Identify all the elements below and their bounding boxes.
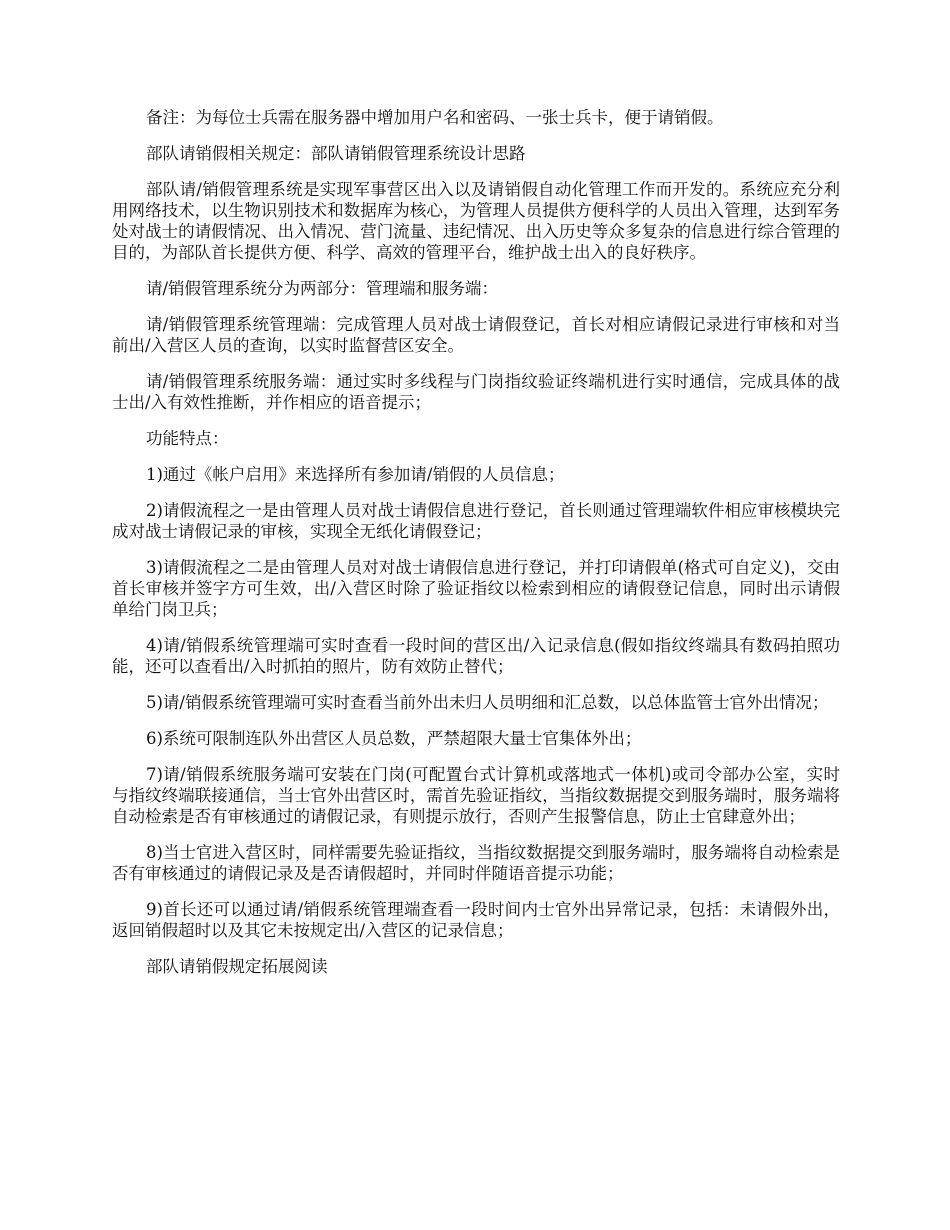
intro-paragraph: 部队请/销假管理系统是实现军事营区出入以及请销假自动化管理工作而开发的。系统应充分利用网络技术，以生物识别技术和数据库为核心，为管理人员提供方便科学的人员出入管理，达到军务处对战士的请假情况、出入情况、营门流量、违纪情况、出入历史等众多复杂的信息进行综合管理的目的，为部队首长提供方便、科学、高效的管理平台，维护战士出入的良好秩序。 bbox=[112, 180, 840, 262]
note-paragraph: 备注：为每位士兵需在服务器中增加用户名和密码、一张士兵卡，便于请销假。 bbox=[146, 108, 724, 127]
extended-reading-heading: 部队请销假规定拓展阅读 bbox=[146, 957, 328, 976]
feature-item: 7)请/销假系统服务端可安装在门岗(可配置台式计算机或落地式一体机)或司令部办公室，实时与指纹终端联接通信，当士官外出营区时，需首先验证指纹，当指纹数据提交到服务端时，服务端将自动检索是否有审核通过的请假记录，有则提示放行，否则产生报警信息，防止士官肆意外出； bbox=[112, 765, 840, 826]
feature-item: 4)请/销假系统管理端可实时查看一段时间的营区出/入记录信息(假如指纹终端具有数码拍照功能，还可以查看出/入时抓拍的照片，防有效防止替代； bbox=[112, 636, 840, 676]
feature-item: 6)系统可限制连队外出营区人员总数，严禁超限大量士官集体外出； bbox=[146, 729, 642, 748]
service-end-paragraph: 请/销假管理系统服务端：通过实时多线程与门岗指纹验证终端机进行实时通信，完成具体的战士出/入有效性推断，并作相应的语音提示； bbox=[112, 372, 840, 412]
feature-item: 3)请假流程之二是由管理人员对对战士请假信息进行登记，并打印请假单(格式可自定义)，交由首长审核并签字方可生效，出/入营区时除了验证指纹以检索到相应的请假登记信息，同时出示请假单给门岗卫兵； bbox=[112, 558, 840, 619]
feature-item: 8)当士官进入营区时，同样需要先验证指纹，当指纹数据提交到服务端时，服务端将自动检索是否有审核通过的请假记录及是否请假超时，并同时伴随语音提示功能； bbox=[112, 843, 840, 883]
section-heading: 部队请销假相关规定：部队请销假管理系统设计思路 bbox=[146, 144, 526, 163]
feature-item: 1)通过《帐户启用》来选择所有参加请/销假的人员信息； bbox=[146, 465, 565, 484]
feature-item: 9)首长还可以通过请/销假系统管理端查看一段时间内士官外出异常记录，包括：未请假外出，返回销假超时以及其它未按规定出/入营区的记录信息； bbox=[112, 900, 840, 940]
management-end-paragraph: 请/销假管理系统管理端：完成管理人员对战士请假登记，首长对相应请假记录进行审核和对当前出/入营区人员的查询，以实时监督营区安全。 bbox=[112, 315, 840, 355]
features-heading: 功能特点： bbox=[146, 429, 229, 448]
system-parts-paragraph: 请/销假管理系统分为两部分：管理端和服务端： bbox=[146, 279, 499, 298]
feature-item: 5)请/销假系统管理端可实时查看当前外出未归人员明细和汇总数，以总体监管士官外出情况； bbox=[146, 693, 829, 712]
feature-item: 2)请假流程之一是由管理人员对战士请假信息进行登记，首长则通过管理端软件相应审核模块完成对战士请假记录的审核，实现全无纸化请假登记； bbox=[112, 501, 840, 541]
